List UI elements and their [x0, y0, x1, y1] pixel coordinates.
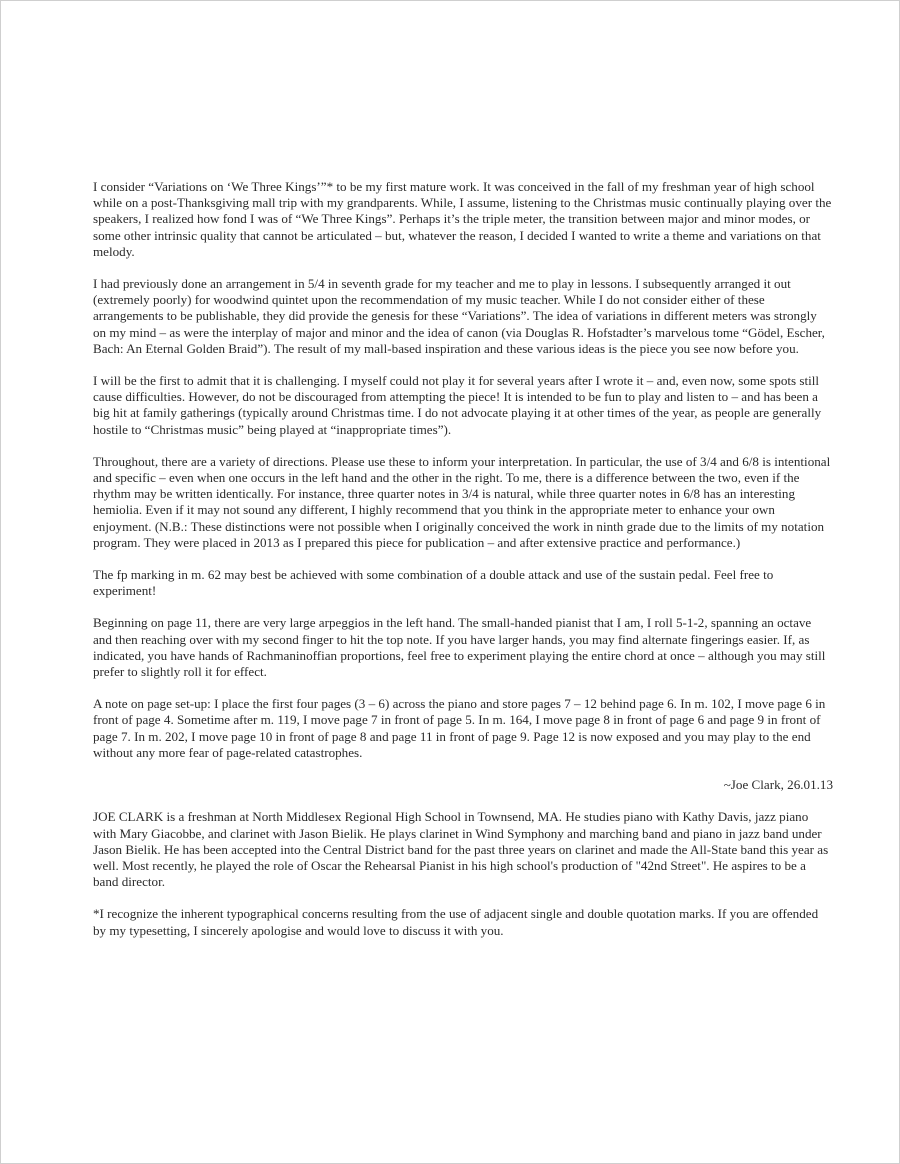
- paragraph-difficulty: I will be the first to admit that it is challenging. I myself could not play it for several years after I wrote it – and, even now, some spots still cause difficulties. However, do not be discouraged from attempting the piece! It is intended to be fun to play and listen to – and has been a big hit at family gatherings (typically around Christmas time. I do not advocate playing it at other times of the year, as people are generally hostile to “Christmas music” being played at “inappropriate times”).: [93, 373, 822, 437]
- author-bio: JOE CLARK is a freshman at North Middlesex Regional High School in Townsend, MA. He studies piano with Kathy Davis, jazz piano with Mary Giacobbe, and clarinet with Jason Bielik. He plays clarinet in Wind Symphony and marching band and piano in jazz band under Jason Bielik. He has been accepted into the Central District band for the past three years on clarinet and made the All-State band this year as well. Most recently, he played the role of Oscar the Rehearsal Pianist in his high school's production of "42nd Street". He aspires to be a band director.: [93, 809, 829, 890]
- paragraph-directions: Throughout, there are a variety of directions. Please use these to inform your interpretation. In particular, the use of 3/4 and 6/8 is intentional and specific – even when one occurs in the left hand and the other in the right. To me, there is a difference between the two, even if the rhythm may be written identically. For instance, three quarter notes in 3/4 is natural, while three quarter notes in 6/8 has an interesting hemiolia. Even if it may not sound any different, I highly recommend that you think in the appropriate meter to enhance your own enjoyment. (N.B.: These distinctions were not possible when I originally conceived the work in ninth grade due to the limits of my notation program. They were placed in 2013 as I prepared this piece for publication – and after extensive practice and performance.): [93, 453, 831, 550]
- footnote: *I recognize the inherent typographical concerns resulting from the use of adjacent single and double quotation marks. If you are offended by my typesetting, I sincerely apologise and would love to discuss it with you.: [93, 906, 819, 938]
- paragraph-arpeggios: Beginning on page 11, there are very large arpeggios in the left hand. The small-handed pianist that I am, I roll 5-1-2, spanning an octave and then reaching over with my second finger to hit the top note. If you have larger hands, you may find alternate fingerings easier. If, as indicated, you have hands of Rachmaninoffian proportions, feel free to experiment playing the entire chord at once – although you may still prefer to slightly roll it for effect.: [93, 615, 826, 680]
- paragraph-page-setup: A note on page set-up: I place the first four pages (3 – 6) across the piano and store pages 7 – 12 behind page 6. In m. 102, I move page 6 in front of page 4. Sometime after m. 119, I move page 7 in front of page 5. In m. 164, I move page 8 in front of page 6 and page 9 in front of page 7. In m. 202, I move page 10 in front of page 8 and page 11 in front of page 9. Page 12 is now exposed and you may play to the end without any more fear of page-related catastrophes.: [93, 696, 826, 760]
- paragraph-previous-arrangements: I had previously done an arrangement in 5/4 in seventh grade for my teacher and me to play in lessons. I subsequently arranged it out (extremely poorly) for woodwind quintet upon the recommendation of my music teacher. While I do not consider either of these arrangements to be publishable, they did provide the genesis for these “Variations”. The idea of variations in different meters was strongly on my mind – as were the interplay of major and minor and the idea of canon (via Douglas R. Hofstadter’s marvelous tome “Gödel, Escher, Bach: An Eternal Golden Braid”). The result of my mall-based inspiration and these various ideas is the piece you see now before you.: [93, 276, 825, 356]
- paragraph-origin: I consider “Variations on ‘We Three Kings’”* to be my first mature work. It was conceived in the fall of my freshman year of high school while on a post-Thanksgiving mall trip with my grandparents. While, I assume, listening to the Christmas music continually playing over the speakers, I realized how fond I was of “We Three Kings”. Perhaps it’s the triple meter, the transition between major and minor modes, or some other intrinsic quality that cannot be articulated – but, whatever the reason, I decided I wanted to write a theme and variations on that melody.: [93, 179, 832, 259]
- paragraph-fp-marking: The fp marking in m. 62 may best be achieved with some combination of a double attack and use of the sustain pedal. Feel free to experiment!: [93, 567, 774, 599]
- author-signature: ~Joe Clark, 26.01.13: [723, 777, 833, 793]
- document-page: [93, 179, 833, 939]
